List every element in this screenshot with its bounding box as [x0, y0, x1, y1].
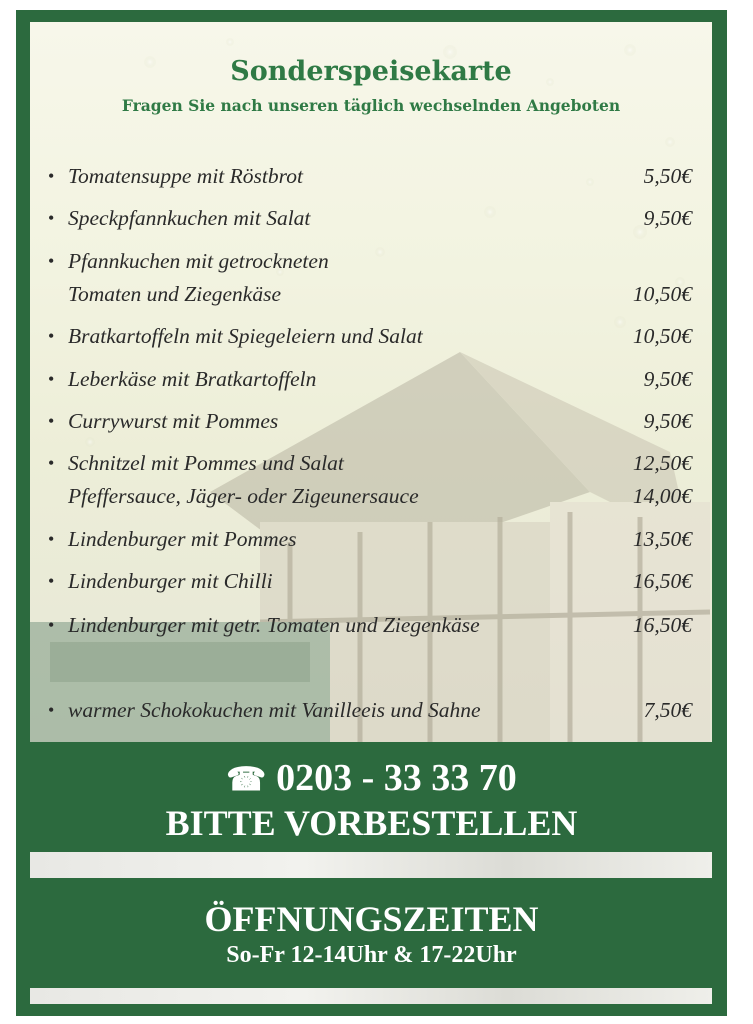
- menu-item-name: Tomaten und Ziegenkäse: [68, 282, 281, 306]
- bullet: •: [48, 700, 55, 720]
- menu-item-name: Pfeffersauce, Jäger- oder Zigeunersauce: [68, 484, 419, 508]
- menu-item-name: Leberkäse mit Bratkartoffeln: [68, 367, 317, 391]
- telephone-icon: ☎: [226, 761, 267, 797]
- menu-item-price: 10,50€: [632, 282, 692, 306]
- menu-item-price: 16,50€: [632, 613, 692, 637]
- menu-item-price: 13,50€: [632, 527, 692, 551]
- bullet: •: [48, 251, 55, 271]
- bullet: •: [48, 166, 55, 186]
- bullet: •: [48, 453, 55, 473]
- phone-line: [16, 756, 727, 800]
- contact-band: [16, 742, 727, 852]
- bullet: •: [48, 326, 55, 346]
- menu-item-name: Lindenburger mit Pommes: [68, 527, 297, 551]
- menu-item-price: 9,50€: [643, 409, 692, 433]
- menu-paper: [30, 22, 712, 742]
- menu-item-name: Bratkartoffeln mit Spiegeleiern und Salat: [68, 324, 423, 348]
- image-strip-bottom: [30, 988, 712, 1004]
- menu-item-name: Schnitzel mit Pommes und Salat: [68, 451, 344, 475]
- phone-number: 0203 - 33 33 70: [276, 757, 517, 799]
- menu-item-name: Currywurst mit Pommes: [68, 409, 279, 433]
- image-strip: [30, 852, 712, 878]
- menu-item-price: 10,50€: [632, 324, 692, 348]
- bullet: •: [48, 571, 55, 591]
- menu-item-name: Tomatensuppe mit Röstbrot: [68, 164, 303, 188]
- menu-item-price: 7,50€: [643, 698, 692, 722]
- hours-text: So-Fr 12-14Uhr & 17-22Uhr: [226, 942, 517, 968]
- menu-item-price: 12,50€: [632, 451, 692, 475]
- bullet: •: [48, 615, 55, 635]
- bullet: •: [48, 208, 55, 228]
- menu-item-price: 16,50€: [632, 569, 692, 593]
- menu-subtitle: Fragen Sie nach unseren täglich wechselnden Angeboten: [121, 96, 621, 115]
- menu-item-price: 9,50€: [643, 367, 692, 391]
- hours-band: [16, 880, 727, 988]
- bullet: •: [48, 369, 55, 389]
- hours-title: ÖFFNUNGSZEITEN: [204, 899, 539, 939]
- menu-item-name: Pfannkuchen mit getrockneten: [68, 249, 329, 273]
- menu-item-name: warmer Schokokuchen mit Vanilleeis und Sahne: [68, 698, 481, 722]
- order-note: BITTE VORBESTELLEN: [165, 803, 578, 843]
- menu-item-name: Lindenburger mit getr. Tomaten und Ziegenkäse: [68, 613, 480, 637]
- bullet: •: [48, 411, 55, 431]
- menu-item-name: Speckpfannkuchen mit Salat: [68, 206, 311, 230]
- menu-title: Sonderspeisekarte: [230, 56, 512, 87]
- menu-item-price: 14,00€: [632, 484, 692, 508]
- bullet: •: [48, 529, 55, 549]
- menu-item-name: Lindenburger mit Chilli: [68, 569, 273, 593]
- menu-item-price: 9,50€: [643, 206, 692, 230]
- menu-item-price: 5,50€: [643, 164, 692, 188]
